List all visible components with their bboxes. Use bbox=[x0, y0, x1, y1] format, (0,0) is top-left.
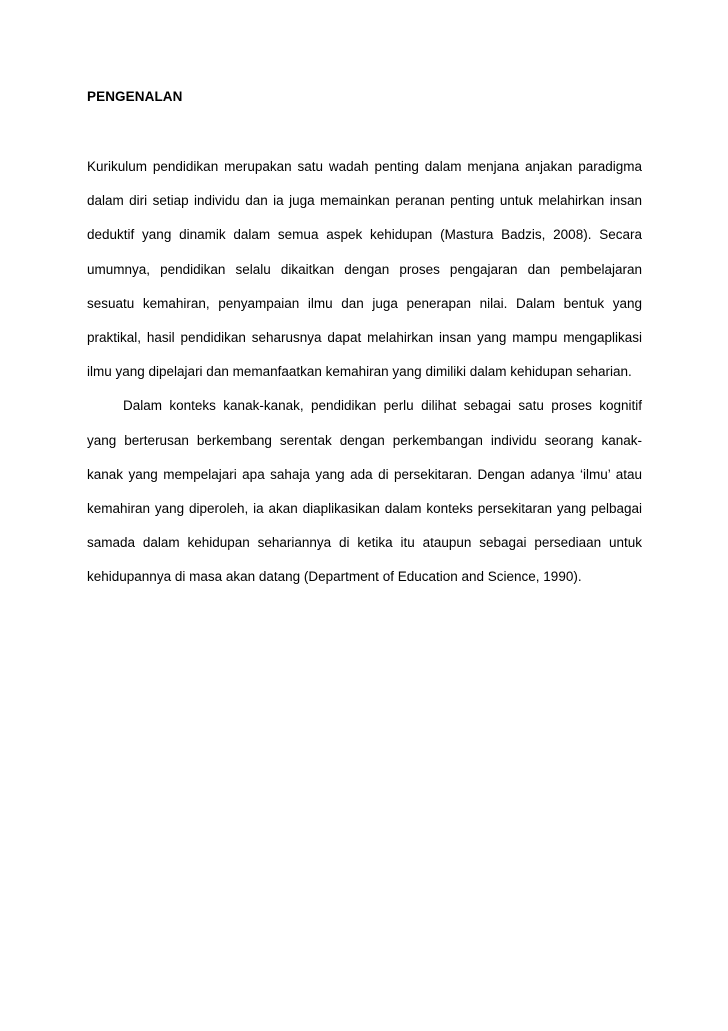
paragraph-2: Dalam konteks kanak-kanak, pendidikan perlu dilihat sebagai satu proses kognitif yang berterusan berkembang serentak dengan perkembangan individu seorang kanak-kanak yang mempelajari apa sahaja yang ada di persekitaran. Dengan adanya ‘ilmu’ atau kemahiran yang diperoleh, ia akan diaplikasikan dalam konteks persekitaran yang pelbagai samada dalam kehidupan sehariannya di ketika itu ataupun sebagai persediaan untuk kehidupannya di masa akan datang (Department of Education and Science, 1990). bbox=[87, 398, 642, 585]
paragraph-1: Kurikulum pendidikan merupakan satu wadah penting dalam menjana anjakan paradigma dalam diri setiap individu dan ia juga memainkan peranan penting untuk melahirkan insan deduktif yang dinamik dalam semua aspek kehidupan (Mastura Badzis, 2008). Secara umumnya, pendidikan selalu dikaitkan dengan proses pengajaran dan pembelajaran sesuatu kemahiran, penyampaian ilmu dan juga penerapan nilai. Dalam bentuk yang praktikal, hasil pendidikan seharusnya dapat melahirkan insan yang mampu mengaplikasi ilmu yang dipelajari dan memanfaatkan kemahiran yang dimiliki dalam kehidupan seharian. bbox=[87, 159, 642, 380]
section-heading: PENGENALAN bbox=[87, 89, 183, 104]
body-text bbox=[87, 150, 642, 595]
